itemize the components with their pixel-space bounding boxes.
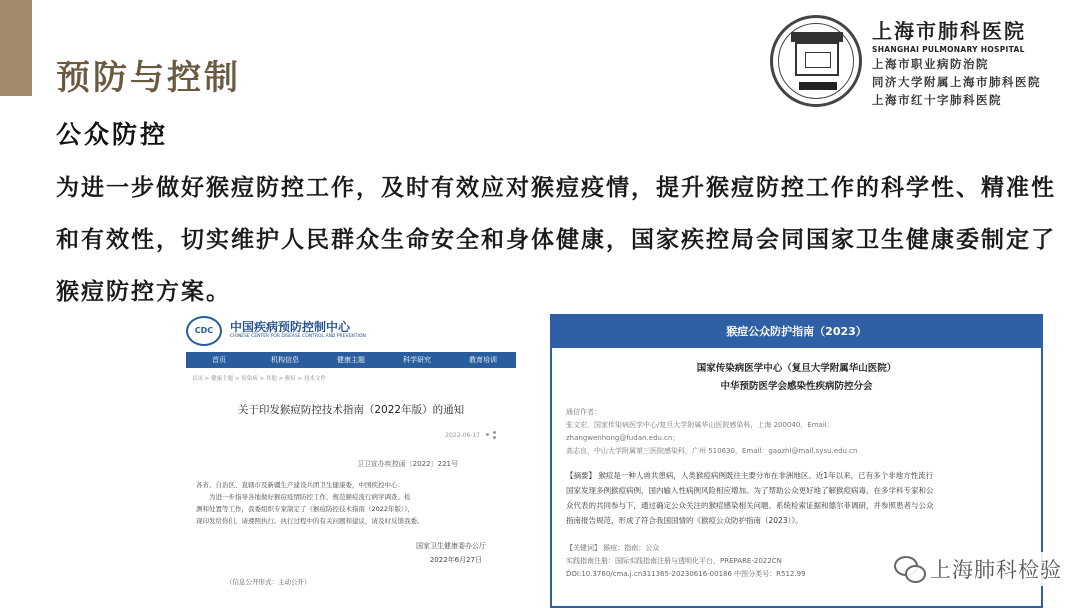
hospital-name-cn: 上海市肺科医院 xyxy=(872,19,1026,43)
cdc-nav-item: 机构信息 xyxy=(271,356,299,364)
cdc-body-line: 现印发给你们，请遵照执行。执行过程中的有关问题和建议，请及时反馈我委。 xyxy=(196,517,424,525)
wechat-watermark xyxy=(890,552,1066,586)
guideline-author-line: 高志良，中山大学附属第三医院感染科，广州 510630，Email：gaozhl@mail.sysu.edu.cn xyxy=(566,447,858,455)
wechat-icon xyxy=(894,556,924,582)
cdc-nav-item: 科学研究 xyxy=(403,356,431,364)
guideline-header: 猴痘公众防护指南（2023） xyxy=(552,316,1041,348)
hospital-seal-icon xyxy=(770,15,862,107)
guideline-org: 国家传染病医学中心（复旦大学附属华山医院） xyxy=(696,363,897,374)
section-heading: 公众防控 xyxy=(56,120,169,149)
cdc-breadcrumb: 首页 > 健康主题 > 传染病 > 其他 > 猴痘 > 技术文件 xyxy=(192,376,327,382)
share-icon xyxy=(486,431,496,439)
guideline-abstract xyxy=(552,468,1041,528)
title-accent-bar xyxy=(0,0,32,96)
guideline-abstract-line: 国家发现多例猴痘病例，国内输入性病例风险相应增加。为了帮助公众更好地了解猴痘病毒，在多学科专家和公 xyxy=(566,486,934,495)
cdc-date: 2022-06-17 xyxy=(445,431,480,439)
hospital-name-en: SHANGHAI PULMONARY HOSPITAL xyxy=(872,45,1025,54)
cdc-doc-number: 卫卫宣办疾控函〔2022〕221号 xyxy=(356,460,458,468)
guideline-author-line: 通信作者： xyxy=(566,408,601,416)
hospital-alt-name: 上海市红十字肺科医院 xyxy=(872,93,1002,107)
cdc-body-line: 为进一步指导各地做好猴痘疫情防控工作，规范猴痘流行病学调查、检 xyxy=(196,493,411,501)
cdc-sign-date: 2022年6月27日 xyxy=(429,556,482,564)
guideline-keyword-line: 实践指南注册：国际实践指南注册与透明化平台，PREPARE-2022CN xyxy=(566,557,782,565)
guideline-keyword-line: DOI:10.3760/cma.j.cn311365-20230616-00186 中图分类号：R512.99 xyxy=(566,570,806,578)
guideline-abstract-line: 众代表的共同参与下，通过确定公众关注的猴痘感染相关问题、系统检索证据和德尔菲调研，并参照患者与公众 xyxy=(566,501,934,510)
cdc-site-name: 中国疾病预防控制中心 xyxy=(230,320,351,334)
slide-title: 预防与控制 xyxy=(56,58,241,98)
guideline-author-line: zhangwenhong@fudan.edu.cn； xyxy=(566,434,680,442)
hospital-alt-name: 上海市职业病防治院 xyxy=(872,57,989,71)
cdc-nav-bar xyxy=(186,352,516,368)
cdc-notice-screenshot xyxy=(186,312,516,608)
cdc-notice-title: 关于印发猴痘防控技术指南（2022年版）的通知 xyxy=(237,404,465,416)
guideline-abstract-line: 指南报告规范，形成了符合我国国情的《猴痘公众防护指南（2023）》。 xyxy=(566,516,803,525)
guideline-keyword-line: 【关键词】 猴痘；指南；公众 xyxy=(566,544,660,552)
hospital-alt-name: 同济大学附属上海市肺科医院 xyxy=(872,75,1041,89)
cdc-notice-body xyxy=(186,479,516,527)
cdc-date-row xyxy=(186,431,516,439)
cdc-header xyxy=(186,312,516,350)
cdc-body-line: 各省、自治区、直辖市及新疆生产建设兵团卫生健康委，中国疾控中心： xyxy=(196,481,404,489)
cdc-public-note: （信息公开形式：主动公开） xyxy=(226,578,311,586)
body-paragraph: 为进一步做好猴痘防控工作，及时有效应对猴痘疫情，提升猴痘防控工作的科学性、精准性和有效性，切实维护人民群众生命安全和身体健康，国家疾控局会同国家卫生健康委制定了猴痘防控方案。 xyxy=(56,175,1056,305)
cdc-nav-item: 首页 xyxy=(212,356,226,364)
cdc-nav-item: 教育培训 xyxy=(469,356,497,364)
hospital-logo-text xyxy=(872,15,1070,108)
guideline-authors xyxy=(552,406,1041,458)
watermark-text: 上海肺科检验 xyxy=(930,558,1062,582)
hospital-logo xyxy=(770,15,1070,110)
cdc-logo-icon: CDC xyxy=(186,316,222,346)
cdc-nav-item: 健康主题 xyxy=(337,356,365,364)
guideline-abstract-line: 【摘要】 猴痘是一种人兽共患病，人类猴痘病例既往主要分布在非洲地区。近1年以来，已有多个非地方性流行 xyxy=(566,471,934,480)
cdc-site-subtitle: CHINESE CENTER FOR DISEASE CONTROL AND PREVENTION xyxy=(230,334,366,339)
cdc-body-line: 测和处置等工作，我委组织专家制定了《猴痘防控技术指南（2022年版）》， xyxy=(196,505,415,513)
guideline-author-line: 张文宏，国家传染病医学中心/复旦大学附属华山医院感染科，上海 200040，Email： xyxy=(566,421,834,429)
guideline-org: 中华预防医学会感染性疾病防控分会 xyxy=(720,381,873,392)
cdc-signature: 国家卫生健康委办公厅 xyxy=(416,542,486,550)
